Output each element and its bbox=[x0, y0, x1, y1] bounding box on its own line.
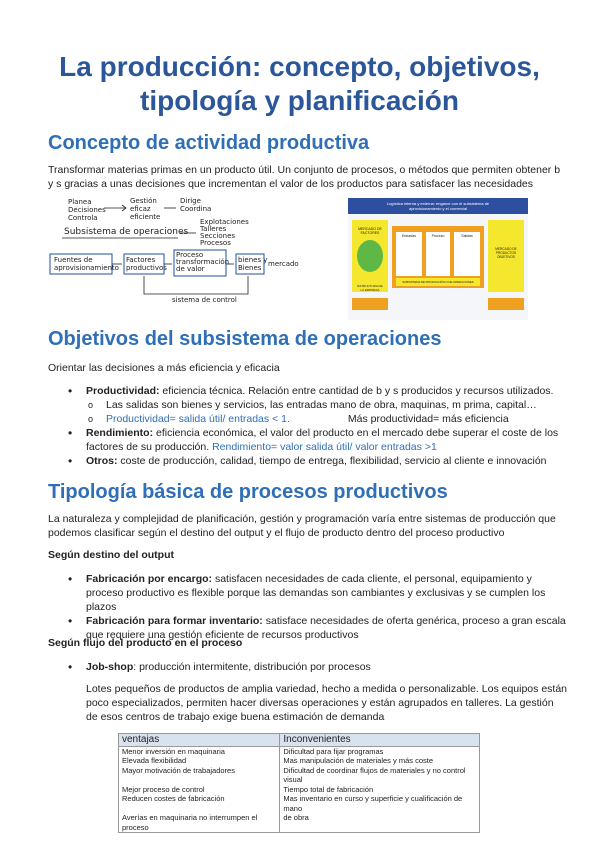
svg-text:aprovisionamiento y el comerci: aprovisionamiento y el comercial bbox=[408, 206, 468, 211]
sketch-box-fuentes-1: Fuentes de bbox=[54, 256, 93, 264]
section-heading-tipologia: Tipología básica de procesos productivos bbox=[48, 481, 448, 503]
sketch-box-factores-1: Factores bbox=[126, 256, 156, 264]
label-productividad: Productividad: bbox=[86, 385, 160, 397]
sketch-procesos: Procesos bbox=[200, 239, 231, 247]
flujo-list bbox=[66, 660, 566, 674]
section-heading-concepto: Concepto de actividad productiva bbox=[48, 132, 370, 154]
sketch-planea: Planea bbox=[68, 198, 92, 206]
label-rendimiento: Rendimiento: bbox=[86, 427, 154, 439]
sketch-talleres: Talleres bbox=[200, 225, 227, 233]
sublist-item-formula: o Productividad= salida útil/ entradas < 1. Más productividad= más eficiencia bbox=[86, 412, 566, 426]
sketch-box-factores-2: productivos bbox=[126, 264, 167, 272]
sketch-box-bienes-1: bienes y bbox=[238, 256, 268, 264]
sublist-item-salidas: o Las salidas son bienes y servicios, las entradas mano de obra, maquinas, m prima, capital… bbox=[86, 398, 566, 412]
svg-text:Entradas: Entradas bbox=[401, 234, 417, 238]
logistics-diagram bbox=[348, 198, 528, 320]
destino-list bbox=[66, 572, 566, 642]
operations-subsystem-sketch bbox=[48, 196, 299, 306]
svg-text:FACTORES: FACTORES bbox=[360, 231, 380, 235]
svg-text:MERCADO DE: MERCADO DE bbox=[358, 227, 382, 231]
ventajas-inconvenientes-table bbox=[118, 733, 480, 833]
sketch-explotaciones: Explotaciones bbox=[200, 218, 249, 226]
svg-text:Proceso: Proceso bbox=[431, 234, 445, 238]
sketch-decisiones: Decisiones bbox=[68, 206, 106, 214]
sketch-dirige: Dirige bbox=[180, 197, 201, 205]
sketch-gestion: Gestión bbox=[130, 197, 157, 205]
list-item-productividad: • Productividad: eficiencia técnica. Relación entre cantidad de b y s producidos y recursos utilizados. o Las salidas son bienes y servicios, las entradas mano de obra, maquinas, m prima, capital… o Productividad= salida útil/ entradas < 1. Más productividad= más eficiencia bbox=[66, 384, 566, 426]
section-paragraph-concepto: Transformar materias primas en un producto útil. Un conjunto de procesos, o métodos que permiten obtener b y s gracias a unas decisiones que incrementan el valor de los productos para satisfacer las necesidades bbox=[48, 164, 561, 190]
sketch-box-proceso-2: transformación bbox=[176, 258, 230, 266]
sketch-coordina: Coordina bbox=[180, 205, 212, 213]
subheading-destino: Según destino del output bbox=[48, 549, 174, 561]
objetivos-list bbox=[66, 384, 566, 468]
sketch-controla: Controla bbox=[68, 214, 98, 222]
svg-text:OBJETIVOS: OBJETIVOS bbox=[497, 255, 515, 259]
table-row: Reducen costes de fabricación Mas inventario en curso y superficie y cualificación de mano bbox=[119, 794, 480, 813]
svg-text:PRODUCTOS: PRODUCTOS bbox=[495, 251, 517, 255]
label-otros: Otros: bbox=[86, 455, 118, 467]
list-item-inventario: • Fabricación para formar inventario: satisface necesidades de oferta genérica, proceso a gran escala que requiere una gestión eficiente de recursos productivos bbox=[66, 614, 566, 642]
list-item-rendimiento: • Rendimiento: eficiencia económica, el valor del producto en el mercado debe superar el coste de los factores de su producción. Rendimiento= valor salida útil/ valor entradas >1 bbox=[66, 426, 566, 454]
section-heading-objetivos: Objetivos del subsistema de operaciones bbox=[48, 328, 442, 350]
sketch-subsystem-label: Subsistema de operaciones bbox=[64, 227, 189, 237]
table-row: Averías en maquinaria no interrumpen el proceso de obra bbox=[119, 813, 480, 833]
sketch-secciones: Secciones bbox=[200, 232, 236, 240]
svg-text:SUBSISTEMA DE PRODUCCIÓN O DE: SUBSISTEMA DE PRODUCCIÓN O DE OPERACIONES bbox=[402, 280, 474, 284]
job-shop-paragraph: Lotes pequeños de productos de amplia variedad, hecho a medida o personalizable. Los equipos están poco especializados, permiten hacer diversas operaciones y están agrupados en talleres. La gestión de esos centros de trabajo exige buena estimación de demanda bbox=[86, 683, 568, 723]
sketch-box-fuentes-2: aprovisionamiento bbox=[54, 264, 119, 272]
svg-text:LA EMPRESA: LA EMPRESA bbox=[360, 288, 380, 292]
section-paragraph-objetivos: Orientar las decisiones a más eficiencia y eficacia bbox=[48, 362, 280, 374]
subheading-flujo: Según flujo del producto en el proceso bbox=[48, 637, 243, 649]
sketch-mercado: mercado bbox=[268, 260, 299, 268]
sketch-box-proceso-1: Proceso bbox=[176, 251, 204, 259]
svg-text:Salidas: Salidas bbox=[461, 234, 473, 238]
sketch-box-proceso-3: de valor bbox=[176, 265, 205, 273]
svg-text:ESTRUCTURA DE: ESTRUCTURA DE bbox=[357, 284, 383, 288]
table-header-ventajas: ventajas bbox=[119, 734, 280, 747]
list-item-otros: • Otros: coste de producción, calidad, tiempo de entrega, flexibilidad, servicio al cliente e innovación bbox=[66, 454, 566, 468]
page-title: La producción: concepto, objetivos, tipología y planificación bbox=[59, 51, 540, 116]
table-row: Mejor proceso de control Tiempo total de fabricación bbox=[119, 785, 480, 795]
sketch-box-bienes-2: Bienes bbox=[238, 264, 262, 272]
sketch-eficaz: eficaz bbox=[130, 205, 151, 213]
list-item-job-shop: • Job-shop: producción intermitente, distribución por procesos bbox=[66, 660, 566, 674]
sketch-bottom-label: sistema de control bbox=[172, 296, 237, 304]
svg-text:Logística interna y externa: e: Logística interna y externa: engarce con el subsistema de bbox=[386, 201, 490, 206]
svg-text:MERCADO DE: MERCADO DE bbox=[495, 247, 517, 251]
table-row: Elevada flexibilidad Mas manipulación de materiales y más coste bbox=[119, 756, 480, 766]
table-row: Menor inversión en maquinaria Dificultad para fijar programas bbox=[119, 746, 480, 756]
table-row: Mayor motivación de trabajadores Dificultad de coordinar flujos de materiales y no control visual bbox=[119, 766, 480, 785]
list-item-encargo: • Fabricación por encargo: satisfacen necesidades de cada cliente, el personal, equipamiento y proceso productivo es flexible porque las demandas son cambiantes y exclusivas y se cumplen los plazos bbox=[66, 572, 566, 614]
section-paragraph-tipologia: La naturaleza y complejidad de planificación, gestión y programación varía entre sistemas de producción que podemos clasificar según el destino del output y el flujo de producto dentro del proceso productivo bbox=[48, 513, 556, 539]
sketch-eficiente: eficiente bbox=[130, 213, 161, 221]
table-header-inconvenientes: Inconvenientes bbox=[280, 734, 480, 747]
